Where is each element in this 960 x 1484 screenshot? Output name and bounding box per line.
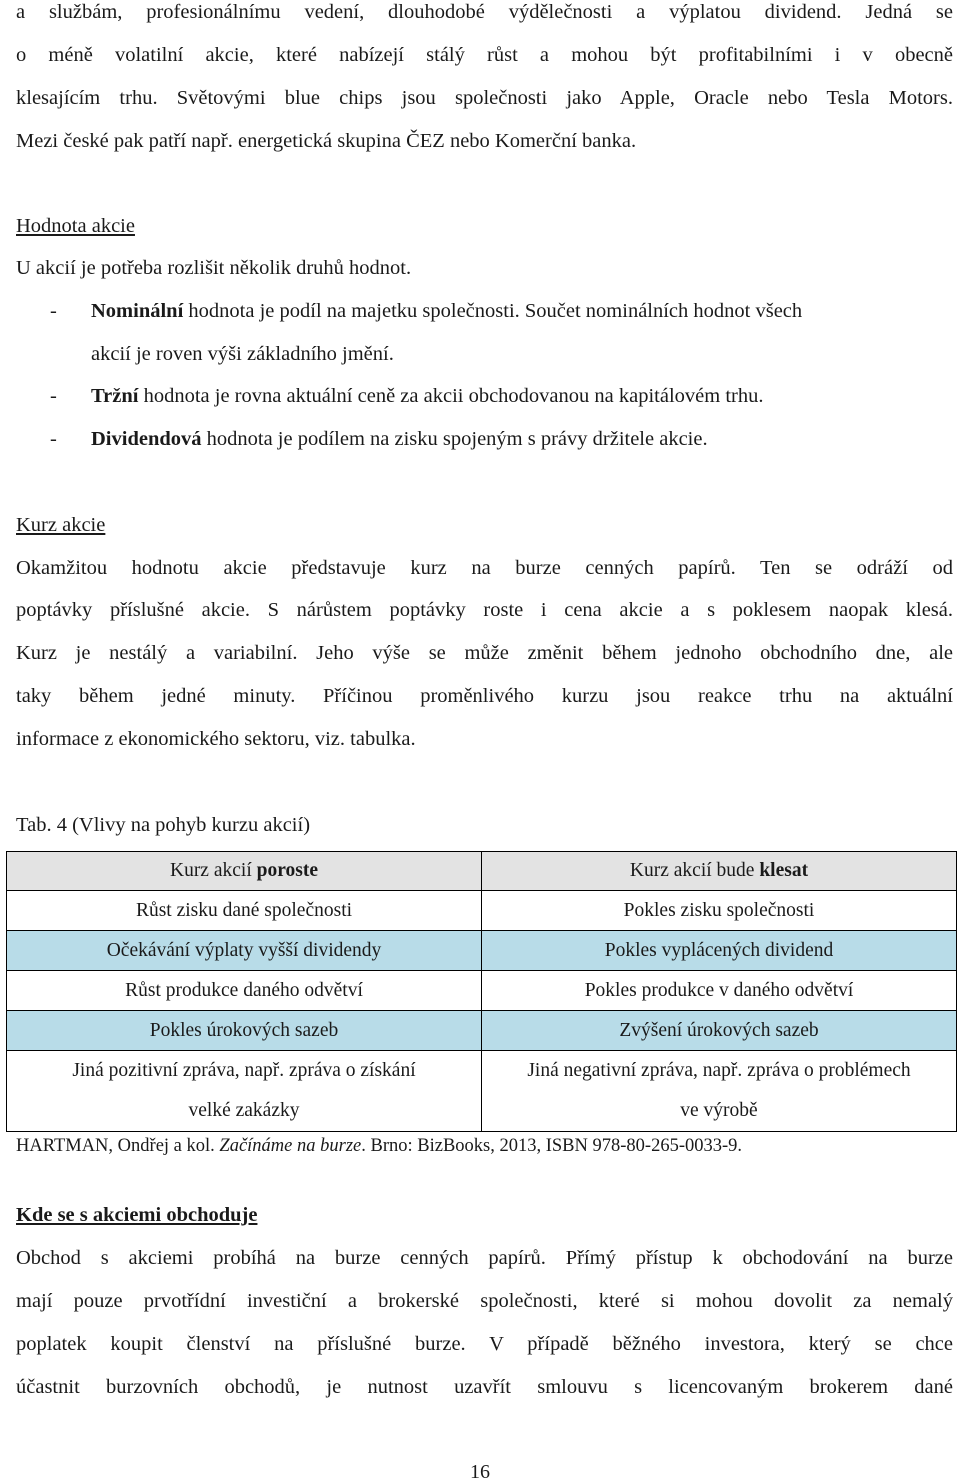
term: Dividendová	[91, 428, 202, 450]
paragraph-line: účastnit burzovních obchodů, je nutnost uzavřít smlouvu s licencovaným brokerem dané	[16, 1376, 953, 1398]
paragraph-line: Okamžitou hodnotu akcie představuje kurz na burze cenných papírů. Ten se odráží od	[16, 557, 953, 579]
table-caption: Tab. 4 (Vlivy na pohyb kurzu akcií)	[16, 814, 311, 836]
paragraph-line: Kurz je nestálý a variabilní. Jeho výše se může změnit během jednoho obchodního dne, ale	[16, 642, 953, 664]
table-cell: Zvýšení úrokových sazeb	[482, 1011, 957, 1051]
paragraph-line: Obchod s akciemi probíhá na burze cenných papírů. Přímý přístup k obchodování na burze	[16, 1247, 953, 1269]
table-source: HARTMAN, Ondřej a kol. Začínáme na burze. Brno: BizBooks, 2013, ISBN 978-80-265-0033-9.	[16, 1136, 743, 1156]
paragraph-line: taky během jedné minuty. Příčinou proměnlivého kurzu jsou reakce trhu na aktuální	[16, 685, 953, 707]
list-dash: -	[50, 428, 57, 450]
section-heading-hodnota: Hodnota akcie	[16, 215, 135, 237]
paragraph-line: klesajícím trhu. Světovými blue chips jsou společnosti jako Apple, Oracle nebo Tesla Motors.	[16, 87, 953, 109]
list-item-text	[91, 384, 763, 408]
influence-table	[6, 851, 957, 1132]
table-header-row	[7, 852, 957, 891]
paragraph-line: o méně volatilní akcie, které nabízejí stálý růst a mohou být profitabilními i v obecně	[16, 44, 953, 66]
definition: hodnota je podílem na zisku spojeným s právy držitele akcie.	[201, 428, 708, 450]
paragraph-line: poptávky příslušné akcie. S nárůstem poptávky roste i cena akcie a s poklesem naopak klesá.	[16, 599, 953, 621]
section-heading-kurz: Kurz akcie	[16, 514, 106, 536]
page-number: 16	[470, 1461, 490, 1483]
paragraph-line: Mezi české pak patří např. energetická skupina ČEZ nebo Komerční banka.	[16, 130, 637, 152]
list-item-text	[91, 427, 708, 451]
table-row	[7, 891, 957, 931]
table-cell: Očekávání výplaty vyšší dividendy	[7, 931, 482, 971]
table-cell: Jiná negativní zpráva, např. zpráva o problémech ve výrobě	[482, 1051, 957, 1132]
source-title: Začínáme na burze	[219, 1136, 362, 1156]
table-cell: Jiná pozitivní zpráva, např. zpráva o získání velké zakázky	[7, 1051, 482, 1132]
table-cell: Pokles zisku společnosti	[482, 891, 957, 931]
table-header-cell: Kurz akcií poroste	[7, 852, 482, 891]
list-item-text	[91, 299, 802, 323]
list-dash: -	[50, 300, 57, 322]
table-header-cell: Kurz akcií bude klesat	[482, 852, 957, 891]
term: Tržní	[91, 385, 139, 407]
list-item-continuation: akcií je roven výši základního jmění.	[91, 343, 394, 365]
table-row	[7, 971, 957, 1011]
list-dash: -	[50, 385, 57, 407]
table-cell: Růst produkce daného odvětví	[7, 971, 482, 1011]
definition: hodnota je rovna aktuální ceně za akcii obchodovanou na kapitálovém trhu.	[138, 385, 764, 407]
paragraph-line: informace z ekonomického sektoru, viz. tabulka.	[16, 728, 416, 750]
table-cell: Pokles úrokových sazeb	[7, 1011, 482, 1051]
table-row	[7, 1011, 957, 1051]
paragraph-line: a službám, profesionálnímu vedení, dlouhodobé výdělečnosti a výplatou dividend. Jedná se	[16, 1, 953, 23]
term: Nominální	[91, 300, 184, 322]
table-cell: Růst zisku dané společnosti	[7, 891, 482, 931]
table-cell: Pokles produkce v daného odvětví	[482, 971, 957, 1011]
paragraph-line: poplatek koupit členství na příslušné burze. V případě běžného investora, který se chce	[16, 1333, 953, 1355]
section-heading-obchod: Kde se s akciemi obchoduje	[16, 1204, 258, 1226]
table-cell: Pokles vyplácených dividend	[482, 931, 957, 971]
paragraph-line: U akcií je potřeba rozlišit několik druhů hodnot.	[16, 257, 412, 279]
definition: hodnota je podíl na majetku společnosti. Součet nominálních hodnot všech	[183, 300, 803, 322]
paragraph-line: mají pouze prvotřídní investiční a brokerské společnosti, které si mohou dovolit za nemalý	[16, 1290, 953, 1312]
table-row	[7, 1051, 957, 1132]
table-row	[7, 931, 957, 971]
